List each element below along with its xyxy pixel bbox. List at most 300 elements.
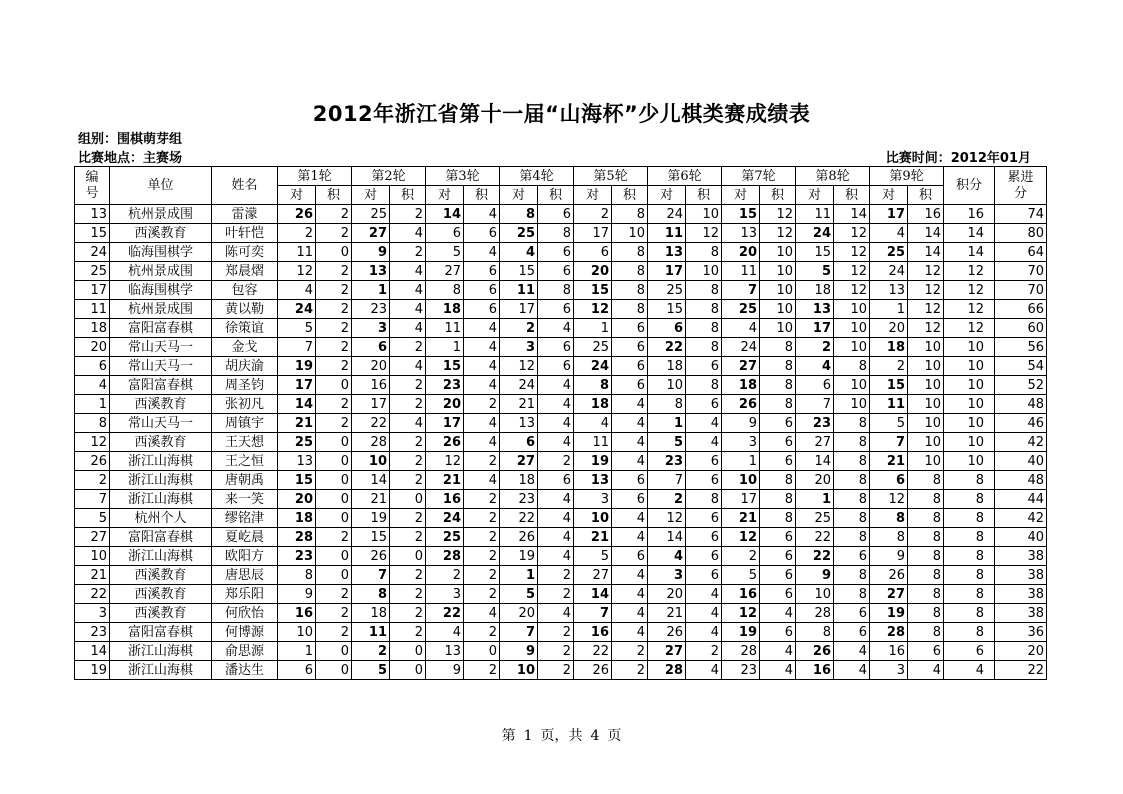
round-opponent: 5 [500,585,538,604]
round-points: 12 [908,319,944,338]
player-number: 2 [75,471,110,490]
round-points: 8 [760,471,796,490]
round-opponent: 14 [796,452,834,471]
round-points: 2 [316,281,352,300]
cumulative-score: 48 [995,471,1047,490]
round-points: 8 [908,566,944,585]
round-opponent: 18 [574,395,612,414]
player-unit: 浙江山海棋 [110,547,212,566]
total-score: 16 [944,205,995,224]
round-points: 6 [538,357,574,376]
header-round-1: 第1轮 [278,167,352,186]
round-points: 6 [834,623,870,642]
table-row [75,357,1047,376]
round-opponent: 22 [352,414,390,433]
round-points: 4 [390,319,426,338]
round-points: 6 [612,338,648,357]
round-points: 6 [686,395,722,414]
round-points: 4 [686,661,722,680]
round-points: 6 [686,452,722,471]
round-points: 8 [834,566,870,585]
round-opponent: 25 [796,509,834,528]
round-opponent: 28 [722,642,760,661]
round-points: 6 [612,319,648,338]
player-unit: 常山天马一 [110,357,212,376]
table-row [75,433,1047,452]
round-points: 4 [390,414,426,433]
round-points: 8 [538,224,574,243]
cumulative-score: 42 [995,509,1047,528]
round-opponent: 11 [500,281,538,300]
round-opponent: 20 [796,471,834,490]
round-opponent: 20 [278,490,316,509]
round-points: 4 [612,623,648,642]
table-row [75,281,1047,300]
round-points: 4 [464,357,500,376]
total-score: 10 [944,433,995,452]
round-opponent: 10 [574,509,612,528]
round-opponent: 14 [648,528,686,547]
round-points: 2 [538,623,574,642]
player-number: 4 [75,376,110,395]
header-name: 姓名 [212,167,278,205]
round-points: 6 [538,243,574,262]
round-opponent: 17 [426,414,464,433]
round-opponent: 1 [278,642,316,661]
player-name: 陈可奕 [212,243,278,262]
round-points: 8 [834,490,870,509]
round-points: 8 [834,585,870,604]
round-opponent: 5 [426,243,464,262]
round-points: 10 [908,376,944,395]
round-points: 10 [908,452,944,471]
round-points: 4 [686,623,722,642]
round-points: 8 [908,604,944,623]
round-opponent: 16 [278,604,316,623]
round-opponent: 23 [648,452,686,471]
round-opponent: 11 [426,319,464,338]
round-opponent: 5 [648,433,686,452]
round-points: 0 [390,490,426,509]
round-opponent: 17 [870,205,908,224]
table-row [75,243,1047,262]
round-opponent: 13 [500,414,538,433]
round-opponent: 23 [426,376,464,395]
header-score: 积分 [944,167,995,205]
round-opponent: 21 [870,452,908,471]
round-opponent: 14 [426,205,464,224]
round-points: 4 [834,661,870,680]
round-opponent: 12 [870,490,908,509]
round-points: 10 [686,262,722,281]
player-unit: 西溪教育 [110,566,212,585]
round-points: 2 [538,566,574,585]
player-name: 包容 [212,281,278,300]
round-points: 16 [908,205,944,224]
header-points: 积 [612,186,648,205]
round-points: 8 [760,357,796,376]
round-points: 10 [834,376,870,395]
table-row [75,642,1047,661]
round-opponent: 13 [870,281,908,300]
round-opponent: 2 [722,547,760,566]
round-points: 2 [390,585,426,604]
table-row [75,300,1047,319]
round-opponent: 1 [426,338,464,357]
round-opponent: 12 [426,452,464,471]
player-name: 叶轩恺 [212,224,278,243]
round-points: 2 [464,566,500,585]
table-row [75,566,1047,585]
round-points: 2 [390,376,426,395]
round-opponent: 15 [278,471,316,490]
round-opponent: 11 [796,205,834,224]
round-opponent: 7 [796,395,834,414]
table-row [75,205,1047,224]
header-opponent: 对 [574,186,612,205]
round-points: 2 [316,395,352,414]
round-opponent: 22 [426,604,464,623]
round-points: 2 [464,547,500,566]
header-points: 积 [538,186,574,205]
round-opponent: 3 [500,338,538,357]
round-opponent: 17 [722,490,760,509]
round-points: 2 [464,509,500,528]
time-label: 比赛时间：2012年01月 [885,151,1031,166]
cumulative-score: 64 [995,243,1047,262]
round-points: 0 [316,547,352,566]
total-score: 8 [944,490,995,509]
round-points: 2 [538,642,574,661]
round-opponent: 15 [426,357,464,376]
round-opponent: 23 [722,661,760,680]
round-opponent: 23 [796,414,834,433]
player-unit: 临海围棋学 [110,243,212,262]
round-points: 2 [464,395,500,414]
round-opponent: 20 [574,262,612,281]
round-opponent: 10 [722,471,760,490]
round-points: 8 [834,452,870,471]
header-points: 积 [760,186,796,205]
round-points: 0 [316,509,352,528]
round-opponent: 8 [500,205,538,224]
round-opponent: 27 [574,566,612,585]
round-points: 8 [908,585,944,604]
round-points: 6 [908,642,944,661]
round-opponent: 6 [796,376,834,395]
round-opponent: 10 [648,376,686,395]
round-opponent: 8 [278,566,316,585]
round-points: 8 [686,319,722,338]
round-points: 2 [686,642,722,661]
round-opponent: 2 [574,205,612,224]
header-round-4: 第4轮 [500,167,574,186]
cumulative-score: 56 [995,338,1047,357]
round-opponent: 28 [648,661,686,680]
player-number: 23 [75,623,110,642]
round-opponent: 16 [574,623,612,642]
round-points: 6 [760,414,796,433]
cumulative-score: 44 [995,490,1047,509]
round-opponent: 18 [426,300,464,319]
round-points: 2 [316,528,352,547]
round-points: 4 [464,338,500,357]
round-points: 0 [316,452,352,471]
footer-suffix: 页 [607,728,622,744]
round-opponent: 20 [352,357,390,376]
table-row [75,490,1047,509]
round-opponent: 26 [796,642,834,661]
round-points: 0 [464,642,500,661]
round-points: 4 [612,528,648,547]
round-points: 8 [908,471,944,490]
round-points: 10 [834,319,870,338]
player-name: 胡庆渝 [212,357,278,376]
round-points: 4 [834,642,870,661]
round-points: 8 [538,281,574,300]
round-opponent: 19 [352,509,390,528]
round-opponent: 5 [574,547,612,566]
header-opponent: 对 [870,186,908,205]
round-points: 4 [464,604,500,623]
round-opponent: 25 [574,338,612,357]
round-points: 8 [760,509,796,528]
round-opponent: 13 [648,243,686,262]
round-opponent: 25 [426,528,464,547]
round-opponent: 24 [500,376,538,395]
round-opponent: 21 [722,509,760,528]
round-points: 8 [908,509,944,528]
total-score: 12 [944,300,995,319]
player-unit: 西溪教育 [110,585,212,604]
player-name: 唐朝禹 [212,471,278,490]
round-points: 6 [612,547,648,566]
player-name: 来一笑 [212,490,278,509]
round-points: 2 [538,452,574,471]
round-opponent: 21 [352,490,390,509]
round-points: 14 [908,243,944,262]
round-points: 2 [390,509,426,528]
round-opponent: 19 [870,604,908,623]
round-points: 8 [760,395,796,414]
total-score: 12 [944,262,995,281]
round-points: 2 [464,490,500,509]
round-opponent: 26 [500,528,538,547]
round-points: 2 [464,585,500,604]
header-cumulative: 累进分 [995,167,1047,205]
round-opponent: 5 [352,661,390,680]
round-points: 2 [538,661,574,680]
round-points: 6 [686,566,722,585]
round-opponent: 21 [278,414,316,433]
round-points: 6 [760,585,796,604]
player-number: 24 [75,243,110,262]
player-unit: 西溪教育 [110,224,212,243]
round-points: 2 [390,338,426,357]
round-opponent: 25 [648,281,686,300]
round-opponent: 15 [796,243,834,262]
round-points: 6 [538,300,574,319]
round-opponent: 6 [870,471,908,490]
round-points: 8 [834,509,870,528]
total-score: 8 [944,623,995,642]
round-points: 2 [316,585,352,604]
round-opponent: 9 [870,547,908,566]
round-opponent: 5 [870,414,908,433]
round-points: 4 [390,281,426,300]
round-points: 6 [834,547,870,566]
round-points: 6 [760,528,796,547]
round-opponent: 1 [500,566,538,585]
round-opponent: 10 [278,623,316,642]
total-score: 8 [944,585,995,604]
round-points: 2 [612,661,648,680]
round-points: 12 [908,300,944,319]
table-row [75,338,1047,357]
round-points: 2 [316,262,352,281]
header-round-3: 第3轮 [426,167,500,186]
round-opponent: 16 [426,490,464,509]
round-opponent: 23 [500,490,538,509]
round-points: 4 [390,357,426,376]
player-name: 缪铭津 [212,509,278,528]
header-row-rounds [75,167,1047,186]
footer-total-pages: 4 [590,728,600,744]
round-points: 4 [612,395,648,414]
round-opponent: 26 [722,395,760,414]
header-round-6: 第6轮 [648,167,722,186]
round-points: 10 [760,262,796,281]
round-opponent: 11 [648,224,686,243]
results-table [74,166,1047,680]
round-opponent: 2 [870,357,908,376]
cumulative-score: 54 [995,357,1047,376]
round-points: 6 [538,338,574,357]
footer-prefix: 第 [501,728,516,744]
round-opponent: 17 [648,262,686,281]
round-opponent: 17 [574,224,612,243]
round-opponent: 25 [352,205,390,224]
round-points: 0 [316,566,352,585]
round-opponent: 24 [796,224,834,243]
cumulative-score: 70 [995,281,1047,300]
round-points: 6 [686,357,722,376]
round-opponent: 4 [648,547,686,566]
player-number: 22 [75,585,110,604]
header-round-8: 第8轮 [796,167,870,186]
round-points: 10 [760,281,796,300]
round-points: 4 [612,566,648,585]
round-opponent: 7 [648,471,686,490]
player-number: 18 [75,319,110,338]
round-opponent: 4 [278,281,316,300]
player-unit: 临海围棋学 [110,281,212,300]
round-opponent: 21 [648,604,686,623]
round-opponent: 8 [870,509,908,528]
header-points: 积 [686,186,722,205]
player-number: 17 [75,281,110,300]
round-points: 8 [834,528,870,547]
player-name: 唐思辰 [212,566,278,585]
cumulative-score: 38 [995,547,1047,566]
player-unit: 杭州个人 [110,509,212,528]
round-points: 8 [834,414,870,433]
round-opponent: 20 [648,585,686,604]
table-row [75,452,1047,471]
round-opponent: 2 [352,642,390,661]
round-opponent: 19 [500,547,538,566]
player-number: 11 [75,300,110,319]
cumulative-score: 40 [995,452,1047,471]
round-points: 0 [390,547,426,566]
cumulative-score: 66 [995,300,1047,319]
round-opponent: 26 [870,566,908,585]
round-points: 0 [390,661,426,680]
round-points: 12 [908,281,944,300]
round-opponent: 28 [870,623,908,642]
player-number: 6 [75,357,110,376]
round-opponent: 15 [722,205,760,224]
total-score: 8 [944,471,995,490]
table-row [75,661,1047,680]
player-unit: 常山天马一 [110,414,212,433]
round-opponent: 9 [500,642,538,661]
round-opponent: 13 [278,452,316,471]
round-points: 12 [686,224,722,243]
round-points: 2 [316,414,352,433]
player-name: 欧阳方 [212,547,278,566]
player-number: 5 [75,509,110,528]
round-opponent: 3 [574,490,612,509]
cumulative-score: 38 [995,566,1047,585]
round-opponent: 6 [500,433,538,452]
round-opponent: 10 [796,585,834,604]
cumulative-score: 40 [995,528,1047,547]
round-opponent: 4 [870,224,908,243]
cumulative-score: 80 [995,224,1047,243]
header-number: 编号 [75,167,110,205]
round-opponent: 23 [352,300,390,319]
round-points: 6 [834,604,870,623]
round-opponent: 8 [426,281,464,300]
player-name: 何欣怡 [212,604,278,623]
table-row [75,224,1047,243]
header-opponent: 对 [278,186,316,205]
round-opponent: 21 [500,395,538,414]
round-opponent: 27 [796,433,834,452]
table-row [75,262,1047,281]
header-opponent: 对 [722,186,760,205]
round-points: 8 [612,300,648,319]
round-opponent: 13 [796,300,834,319]
round-points: 4 [464,414,500,433]
round-opponent: 24 [278,300,316,319]
round-points: 4 [538,490,574,509]
round-opponent: 15 [648,300,686,319]
round-points: 2 [390,566,426,585]
round-points: 8 [834,433,870,452]
round-points: 2 [390,433,426,452]
round-points: 4 [464,243,500,262]
player-unit: 浙江山海棋 [110,490,212,509]
round-points: 10 [612,224,648,243]
total-score: 12 [944,281,995,300]
round-opponent: 19 [722,623,760,642]
round-points: 6 [464,281,500,300]
round-points: 10 [908,357,944,376]
round-opponent: 22 [648,338,686,357]
round-points: 2 [390,471,426,490]
